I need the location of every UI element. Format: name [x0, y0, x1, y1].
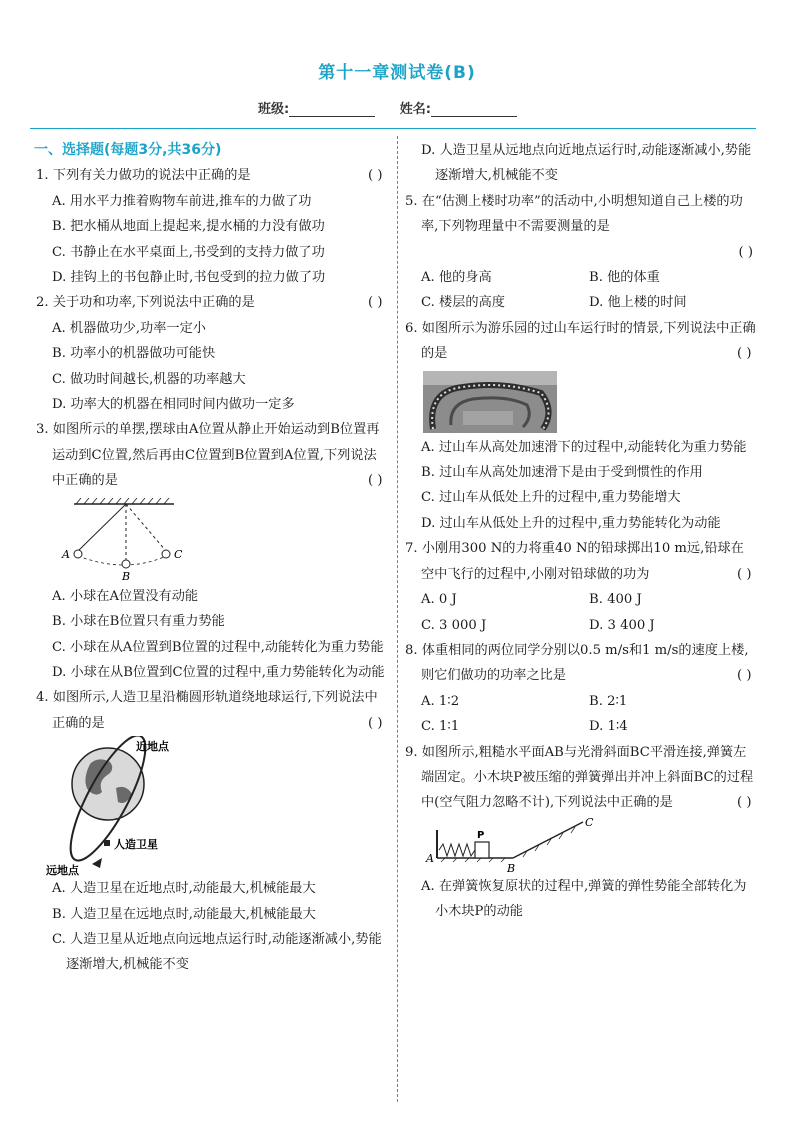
class-label: 班级: — [258, 102, 290, 117]
option-a: A. 机器做功少,功率一定小 — [52, 320, 206, 336]
class-blank[interactable] — [289, 104, 375, 117]
option-a: A. 他的身高 — [421, 270, 492, 286]
option-a: A. 在弹簧恢复原状的过程中,弹簧的弹性势能全部转化为小木块P的动能 — [421, 878, 747, 920]
header-rule — [30, 128, 756, 129]
option-b: B. 过山车从高处加速滑下是由于受到惯性的作用 — [421, 465, 703, 481]
question-stem: 2. 关于功和功率,下列说法中正确的是 — [36, 295, 255, 311]
label-perigee: 近地点 — [136, 740, 169, 754]
question-9: 9. 如图所示,粗糙水平面AB与光滑斜面BC平滑连接,弹簧左端固定。小木块P被压缩的弹簧弹出并冲上斜面BC的过程中(空气阻力忽略不计),下列说法中正确的是 ( ) A B C P A. 在弹簧恢复原状的过程中,弹簧的弹性势能全部转化为小木块P的动能 — [405, 740, 757, 925]
student-info — [258, 98, 537, 117]
option-c: C. 做功时间越长,机器的功率越大 — [52, 371, 246, 387]
option-b: B. 功率小的机器做功可能快 — [52, 346, 216, 362]
question-6: 6. 如图所示为游乐园的过山车运行时的情景,下列说法中正确的是 ( ) A. 过山车从高处加速滑下的过程中,动能转化为重力势能 B. 过山车从高处加速滑下是由于受到惯性的作用 C. 过山车从低处上升的过程中,重力势能增大 D. 过山车从低处上升的过程中,重力势能转化为动能 — [405, 316, 757, 536]
roller-coaster-photo — [423, 371, 557, 433]
question-8: 8. 体重相同的两位同学分别以0.5 m/s和1 m/s的速度上楼,则它们做功的功率之比是 ( ) A. 1∶2 B. 2∶1 C. 1∶1 D. 1∶4 — [405, 638, 757, 740]
option-c: C. 人造卫星从近地点向远地点运行时,动能逐渐减小,势能逐渐增大,机械能不变 — [52, 931, 382, 973]
question-2: ( ) 2. 关于功和功率,下列说法中正确的是 A. 机器做功少,功率一定小 B. 功率小的机器做功可能快 C. 做功时间越长,机器的功率越大 D. 功率大的机器在相同时间内做功一定多 — [36, 290, 388, 417]
question-stem: 1. 下列有关力做功的说法中正确的是 — [36, 168, 251, 184]
option-c: C. 过山车从低处上升的过程中,重力势能增大 — [421, 490, 681, 506]
label-satellite: 人造卫星 — [114, 838, 158, 852]
label-a: A — [62, 547, 70, 561]
question-7: 7. 小刚用300 N的力将重40 N的铅球掷出10 m远,铅球在空中飞行的过程中,小刚对铅球做的功为 ( ) A. 0 J B. 400 J C. 3 000 J D. 3 400 J — [405, 536, 757, 638]
question-stem: 8. 体重相同的两位同学分别以0.5 m/s和1 m/s的速度上楼,则它们做功的功率之比是 — [405, 642, 749, 684]
option-b: B. 人造卫星在远地点时,动能最大,机械能最大 — [52, 906, 316, 922]
question-stem: 3. 如图所示的单摆,摆球由A位置从静止开始运动到B位置再运动到C位置,然后再由C位置到B位置到A位置,下列说法中正确的是 — [36, 422, 380, 489]
option-d: D. 3 400 J — [589, 617, 655, 633]
option-a: A. 1∶2 — [421, 693, 460, 709]
label-b: B — [507, 861, 516, 874]
satellite-orbit-diagram — [46, 736, 216, 876]
option-b: B. 小球在B位置只有重力势能 — [52, 614, 225, 630]
option-d: D. 1∶4 — [589, 719, 628, 735]
question-stem: 9. 如图所示,粗糙水平面AB与光滑斜面BC平滑连接,弹簧左端固定。小木块P被压缩的弹簧弹出并冲上斜面BC的过程中(空气阻力忽略不计),下列说法中正确的是 — [405, 744, 754, 811]
question-stem: 4. 如图所示,人造卫星沿椭圆形轨道绕地球运行,下列说法中正确的是 — [36, 690, 378, 731]
option-b: B. 把水桶从地面上提起来,提水桶的力没有做功 — [52, 219, 325, 235]
label-p: P — [477, 829, 485, 841]
option-a: A. 用水平力推着购物车前进,推车的力做了功 — [52, 193, 312, 209]
right-column — [405, 138, 757, 925]
name-blank[interactable] — [431, 104, 517, 117]
option-c: C. 1∶1 — [421, 719, 460, 735]
question-stem: 7. 小刚用300 N的力将重40 N的铅球掷出10 m远,铅球在空中飞行的过程中,小刚对铅球做的功为 — [405, 541, 744, 582]
option-b: B. 2∶1 — [589, 693, 628, 709]
left-column — [36, 138, 388, 978]
option-a: A. 0 J — [421, 592, 457, 608]
option-a: A. 过山车从高处加速滑下的过程中,动能转化为重力势能 — [421, 439, 747, 455]
label-a: A — [426, 851, 434, 865]
option-a: A. 小球在A位置没有动能 — [52, 588, 199, 604]
option-c: C. 楼层的高度 — [421, 295, 505, 311]
option-c: C. 书静止在水平桌面上,书受到的支持力做了功 — [52, 244, 325, 260]
column-divider — [397, 136, 398, 1102]
pendulum-diagram — [54, 494, 204, 584]
option-a: A. 人造卫星在近地点时,动能最大,机械能最大 — [52, 881, 316, 897]
option-d: D. 他上楼的时间 — [589, 295, 687, 311]
page-title: 第十一章测试卷(B) — [318, 63, 476, 83]
option-b: B. 他的体重 — [589, 270, 660, 286]
question-stem: 5. 在“估测上楼时功率”的活动中,小明想知道自己上楼的功率,下列物理量中不需要测量的是 — [405, 193, 743, 235]
option-d: D. 小球在从B位置到C位置的过程中,重力势能转化为动能 — [52, 664, 385, 680]
q4-option-d: D. 人造卫星从远地点向近地点运行时,动能逐渐减小,势能逐渐增大,机械能不变 — [421, 143, 752, 184]
option-b: B. 400 J — [589, 592, 642, 608]
option-d: D. 功率大的机器在相同时间内做功一定多 — [52, 397, 295, 413]
option-d: D. 过山车从低处上升的过程中,重力势能转化为动能 — [421, 515, 721, 531]
question-1: ( ) 1. 下列有关力做功的说法中正确的是 A. 用水平力推着购物车前进,推车的力做了功 B. 把水桶从地面上提起来,提水桶的力没有做功 C. 书静止在水平桌面上,书受到的支持力做了功 D. 挂钩上的书包静止时,书包受到的拉力做了功 — [36, 163, 388, 290]
answer-paren[interactable]: ( ) — [738, 244, 753, 260]
question-3: 3. 如图所示的单摆,摆球由A位置从静止开始运动到B位置再运动到C位置,然后再由C位置到B位置到A位置,下列说法中正确的是 ( ) A B C A. 小球在A位置没有动能 B. 小球在B位置只有重力势能 C. 小球在从A位置到B位置的过程中,动能转化为重力势能 D. 小球在从B位置到C位置的过程中,重力势能转化为动能 — [36, 417, 388, 685]
label-b: B — [122, 569, 131, 583]
section-heading: 一、选择题(每题3分,共36分) — [34, 142, 222, 158]
label-apogee: 远地点 — [46, 864, 79, 877]
option-c: C. 3 000 J — [421, 617, 487, 633]
name-label: 姓名: — [399, 102, 431, 117]
label-c: C — [585, 815, 594, 829]
option-d: D. 挂钩上的书包静止时,书包受到的拉力做了功 — [52, 270, 326, 286]
question-stem: 6. 如图所示为游乐园的过山车运行时的情景,下列说法中正确的是 — [405, 320, 756, 362]
spring-slope-diagram — [423, 816, 603, 874]
label-c: C — [174, 547, 183, 561]
question-4: 4. 如图所示,人造卫星沿椭圆形轨道绕地球运行,下列说法中正确的是 ( ) 近地点 人造卫星 远地点 A. 人造卫星在近地点时,动能最大,机械能最大 B. 人造卫星在远地点时,动能最大,机械能最大 C. 人造卫星从近地点向远地点运行时,动能逐渐减小,势能逐渐增大,机械能不变 — [36, 685, 388, 977]
question-5 — [405, 189, 757, 316]
option-c: C. 小球在从A位置到B位置的过程中,动能转化为重力势能 — [52, 639, 384, 655]
